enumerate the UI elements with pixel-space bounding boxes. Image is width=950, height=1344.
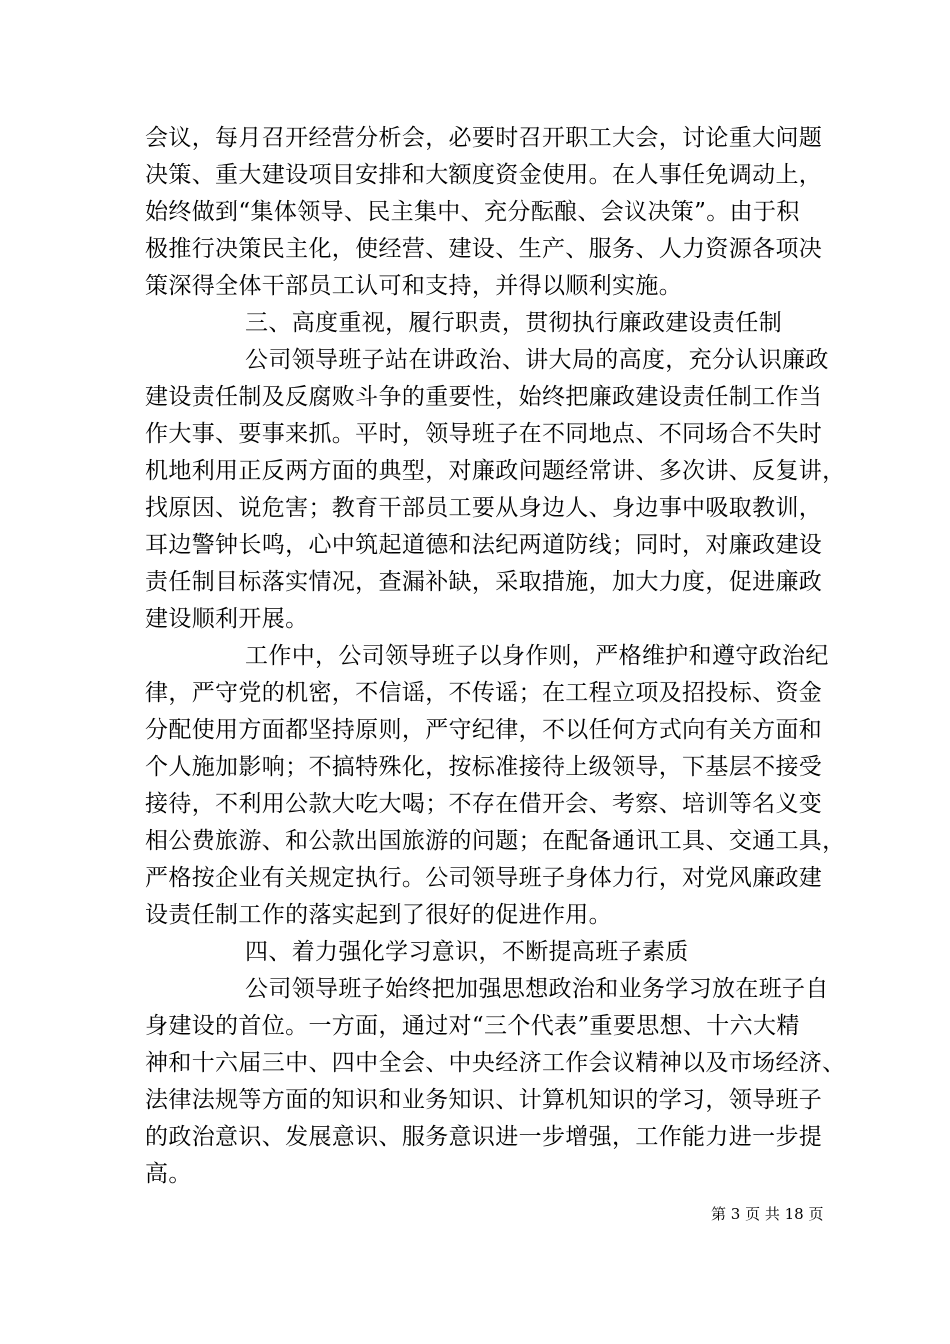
text-line: 设责任制工作的落实起到了很好的促进作用。 — [145, 902, 612, 928]
text-line: 的政治意识、发展意识、服务意识进一步增强，工作能力进一步提 — [145, 1124, 823, 1150]
text-line: 机地利用正反两方面的典型，对廉政问题经常讲、多次讲、反复讲， — [145, 458, 846, 484]
text-line: 律，严守党的机密，不信谣，不传谣；在工程立项及招投标、资金 — [145, 680, 823, 706]
text-line: 责任制目标落实情况，查漏补缺，采取措施，加大力度，促进廉政 — [145, 569, 823, 595]
text-line: 神和十六届三中、四中全会、中央经济工作会议精神以及市场经济、 — [145, 1050, 846, 1076]
text-line: 建设责任制及反腐败斗争的重要性，始终把廉政建设责任制工作当 — [145, 384, 823, 410]
section-heading: 四、着力强化学习意识，不断提高班子素质 — [245, 939, 689, 965]
text-line: 相公费旅游、和公款出国旅游的问题；在配备通讯工具、交通工具， — [145, 828, 846, 854]
text-line: 会议，每月召开经营分析会，必要时召开职工大会，讨论重大问题 — [145, 125, 823, 151]
text-line: 接待，不利用公款大吃大喝；不存在借开会、考察、培训等名义变 — [145, 791, 823, 817]
text-line: 严格按企业有关规定执行。公司领导班子身体力行，对党风廉政建 — [145, 865, 823, 891]
text-line: 公司领导班子站在讲政治、讲大局的高度，充分认识廉政 — [245, 347, 829, 373]
text-line: 作大事、要事来抓。平时，领导班子在不同地点、不同场合不失时 — [145, 421, 823, 447]
text-line: 决策、重大建设项目安排和大额度资金使用。在人事任免调动上， — [145, 162, 823, 188]
text-line: 找原因、说危害；教育干部员工要从身边人、身边事中吸取教训， — [145, 495, 823, 521]
text-line: 个人施加影响；不搞特殊化，按标准接待上级领导，下基层不接受 — [145, 754, 823, 780]
text-line: 极推行决策民主化，使经营、建设、生产、服务、人力资源各项决 — [145, 236, 823, 262]
text-line: 高。 — [145, 1161, 192, 1187]
text-line: 策深得全体干部员工认可和支持，并得以顺利实施。 — [145, 273, 683, 299]
text-line: 耳边警钟长鸣，心中筑起道德和法纪两道防线；同时，对廉政建设 — [145, 532, 823, 558]
page-number: 第 3 页 共 18 页 — [711, 1205, 824, 1223]
text-line: 工作中，公司领导班子以身作则，严格维护和遵守政治纪 — [245, 643, 829, 669]
text-line: 公司领导班子始终把加强思想政治和业务学习放在班子自 — [245, 976, 829, 1002]
text-line: 分配使用方面都坚持原则，严守纪律，不以任何方式向有关方面和 — [145, 717, 823, 743]
text-line: 建设顺利开展。 — [145, 606, 309, 632]
text-line: 法律法规等方面的知识和业务知识、计算机知识的学习，领导班子 — [145, 1087, 823, 1113]
text-line: 始终做到“集体领导、民主集中、充分酝酿、会议决策”。由于积 — [145, 199, 800, 225]
section-heading: 三、高度重视，履行职责，贯彻执行廉政建设责任制 — [245, 310, 783, 336]
text-line: 身建设的首位。一方面，通过对“三个代表”重要思想、十六大精 — [145, 1013, 800, 1039]
